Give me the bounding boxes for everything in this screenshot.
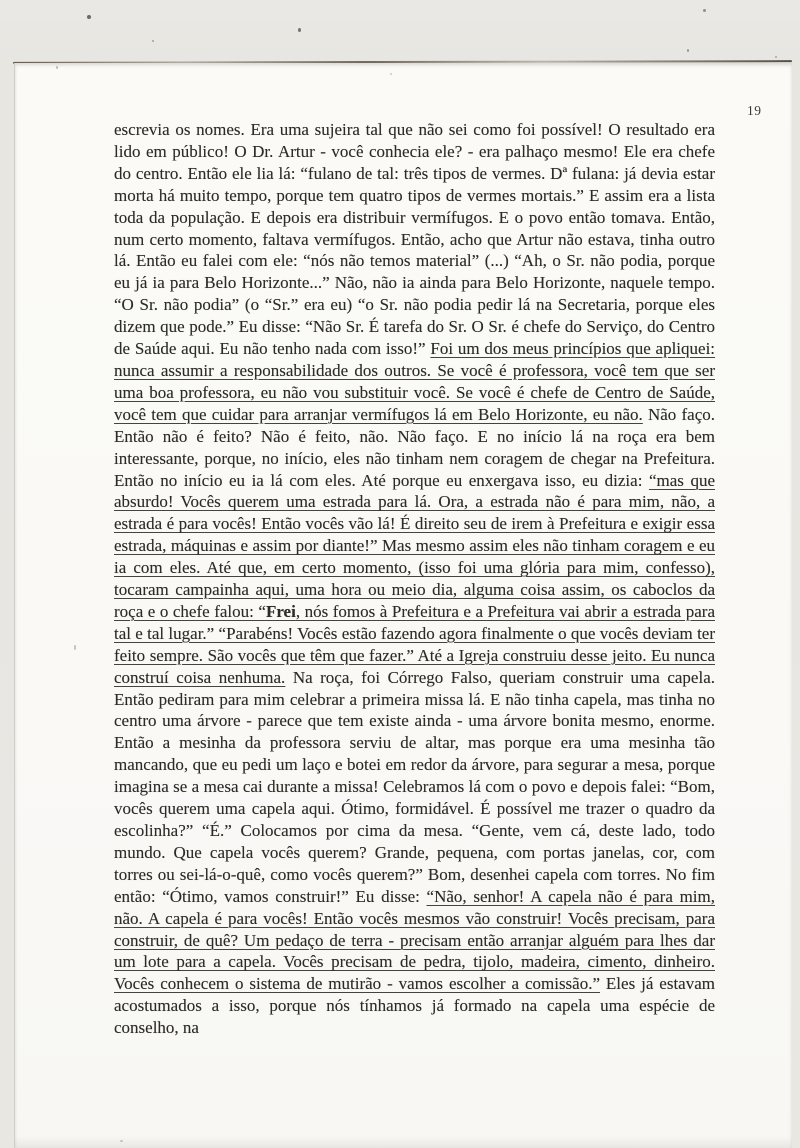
body-text: escrevia os nomes. Era uma sujeira tal que não sei como foi possível! O resultado era lido em público! O Dr. Artur - você conhecia ele? - era palhaço mesmo! Ele era chefe do centro. Então ele lia lá: “fulano de tal: três tipos de vermes. Dª fulana: já devia estar morta há muito tempo, porque tem quatro tipos de vermes mortais.” E assim era a lista toda da população. E depois era distribuir vermífugos. E o povo então tomava. Então, num certo momento, faltava vermífugos. Então, acho que Artur não estava, tinha outro lá. Então eu falei com ele: “nós não temos material” (...) “Ah, o Sr. não podia, porque eu já ia para Belo Horizonte...” Não, não ia ainda para Belo Horizonte, naquele tempo. “O Sr. não podia” (o “Sr.” era eu) “o Sr. não podia pedir lá na Secretaria, porque eles dizem que pode.” Eu disse: “Não Sr. É tarefa do Sr. O Sr. é chefe do Serviço, do Centro de Saúde aqui. Eu não tenho nada com isso!” bbox=[114, 120, 715, 359]
underlined-text: “Não, senhor! A capela não é para mim, não. A capela é para vocês! Então vocês mesmos vão construir! Vocês precisam, para construir, de quê? Um pedaço de terra - precisam então arranjar alguém para lhes dar um lote para a capela. Vocês precisam de pedra, tijolo, madeira, cimento, dinheiro. Vocês conhecem o sistema de mutirão - vamos escolher a comissão.” bbox=[114, 886, 715, 994]
page-number: 19 bbox=[747, 103, 762, 118]
page-sheet bbox=[14, 63, 792, 1148]
body-text: Na roça, foi Córrego Falso, queriam construir uma capela. Então pediram para mim celebrar a primeira missa lá. E não tinha capela, mas tinha no centro uma árvore - parece que tem existe ainda - uma árvore bonita mesmo, enorme. Então a mesinha da professora serviu de altar, mas porque era uma mesinha tão mancando, que eu pedi um laço e botei em redor da árvore, para segurar a mesa, porque imagina se a mesa cai durante a missa! Celebramos lá com o povo e depois falei: “Bom, vocês querem uma capela aqui. Ótimo, formidável. É possível me trazer o quadro da escolinha?” “É.” Colocamos por cima da mesa. “Gente, vem cá, deste lado, todo mundo. Que capela vocês querem? Grande, pequena, com portas janelas, cor, com torres ou sei-lá-o-quê, como vocês querem?” Bom, desenhei capela com torres. No fim então: “Ótimo, vamos construir!” Eu disse: bbox=[114, 667, 715, 906]
body-text: Não faço. Então não é feito? Não é feito, não. Não faço. E no início lá na roça era bem interessante, porque, no início, eles não tinham nem coragem de chegar na Prefeitura. Então no início eu ia lá com eles. Até porque eu enxergava isso, eu dizia: bbox=[114, 404, 715, 490]
underlined-text: Foi um dos meus princípios que apliquei: nunca assumir a responsabilidade dos outros. Se você é professora, você tem que ser uma boa professora, eu não vou substituir você. Se você é chefe de Centro de Saúde, você tem que cuidar para arranjar vermífugos lá em Belo Horizonte, eu não. bbox=[114, 339, 716, 424]
bold-underlined-text: Frei bbox=[265, 601, 296, 621]
underlined-text: “mas que absurdo! Vocês querem uma estrada para lá. Ora, a estrada não é para mim, não, a estrada é para vocês! Então vocês vão lá! É direito seu de irem à Prefeitura e exigir essa estrada, máquinas e assim por diante!” Mas mesmo assim eles não tinham coragem e eu ia com eles. Até que, em certo momento, (isso foi uma glória para mim, confesso), tocaram campainha aqui, uma hora ou meio dia, alguma coisa assim, os caboclos da roça e o chefe falou: “ bbox=[114, 470, 715, 621]
body-text: Eles já estavam acostumados a isso, porque nós tínhamos já formado na capela uma espécie de conselho, na bbox=[114, 974, 715, 1038]
body-paragraph bbox=[114, 119, 715, 1039]
underlined-text: , nós fomos à Prefeitura e a Prefeitura vai abrir a estrada para tal e tal lugar.” “Parabéns! Vocês estão fazendo agora finalmente o que vocês deviam ter feito sempre. São vocês que têm que fazer.” Até a Igreja construiu desse jeito. Eu nunca construí coisa nenhuma. bbox=[114, 601, 715, 687]
